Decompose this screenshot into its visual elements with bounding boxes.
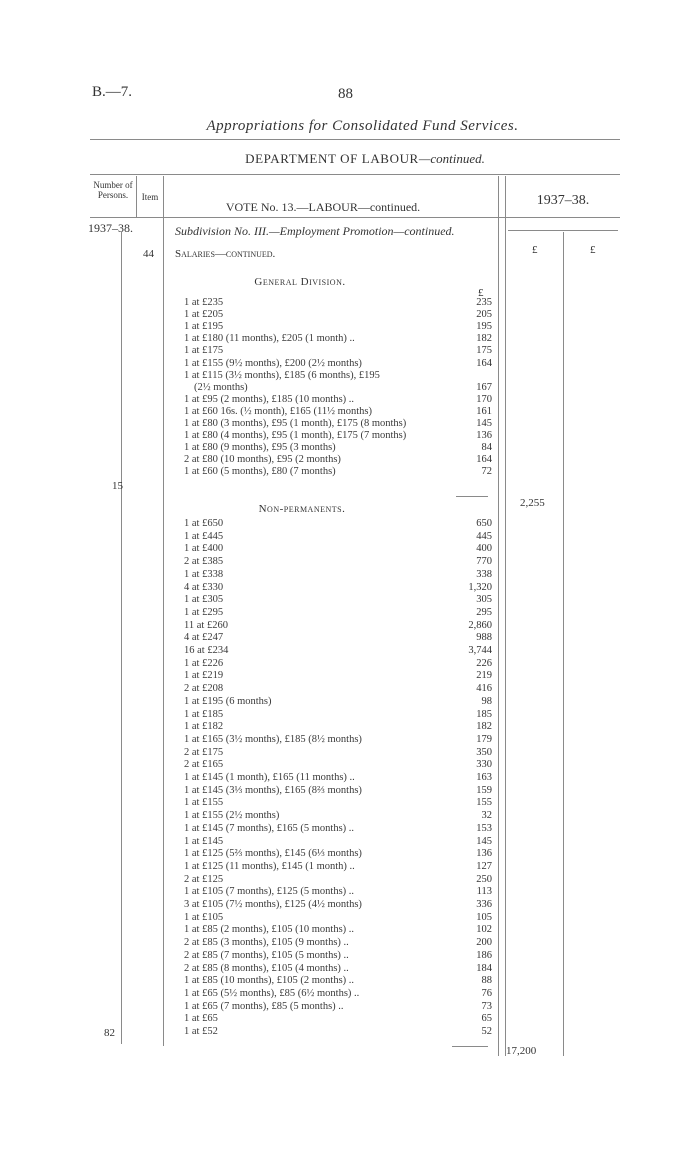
row-label: 4 at £247 (184, 632, 224, 644)
row-label: 1 at £95 (2 months), £185 (10 months) .. (184, 393, 355, 405)
row-amount: 235 (476, 297, 492, 308)
row-amount: 185 (476, 708, 492, 720)
row-amount: 1,320 (468, 581, 492, 593)
table-row (0, 747, 700, 759)
row-amount: 205 (476, 309, 492, 321)
general-subtotal-rule (456, 496, 488, 497)
row-amount: 72 (481, 466, 492, 478)
item-number: 44 (143, 248, 154, 260)
row-amount: 159 (476, 784, 492, 796)
row-amount: 650 (476, 518, 492, 529)
row-label: 1 at £650 (184, 518, 224, 529)
row-label: 1 at £180 (11 months), £205 (1 month) .. (184, 333, 355, 345)
row-label: 1 at £145 (184, 835, 224, 847)
year-column-rule (508, 230, 618, 231)
row-amount: 175 (476, 345, 492, 357)
table-row (0, 696, 700, 708)
table-row (0, 937, 700, 949)
table-row (0, 454, 700, 466)
general-division-total: 2,255 (520, 497, 545, 509)
row-amount: 164 (476, 357, 492, 369)
column-number-of-persons: Number of Persons. (93, 180, 133, 200)
row-label: 1 at £80 (9 months), £95 (3 months) (184, 442, 336, 454)
row-amount: 305 (476, 594, 492, 606)
title-rule (90, 139, 620, 140)
row-amount: 3,744 (468, 645, 492, 656)
table-row (0, 670, 700, 682)
row-label: 1 at £145 (7 months), £165 (5 months) .. (184, 822, 355, 834)
header-bottom-rule (90, 217, 620, 218)
table-row (0, 759, 700, 771)
row-amount: 338 (476, 568, 492, 580)
row-label: 1 at £145 (1 month), £165 (11 months) .. (184, 772, 355, 783)
table-row (0, 543, 700, 555)
row-amount: 73 (481, 1000, 492, 1012)
row-label: 1 at £195 (6 months) (184, 695, 272, 707)
row-amount: 52 (481, 1026, 492, 1037)
row-amount: 184 (476, 962, 492, 974)
salaries-heading: Salaries—continued. (175, 248, 276, 260)
row-label: 1 at £445 (184, 530, 224, 542)
table-row (0, 899, 700, 911)
table-row (0, 683, 700, 695)
row-label: 2 at £80 (10 months), £95 (2 months) (184, 454, 341, 466)
non-permanents-subtotal-rule (452, 1046, 488, 1047)
row-amount: 153 (476, 822, 492, 834)
table-row (0, 569, 700, 581)
row-label: 1 at £65 (7 months), £85 (5 months) .. (184, 1000, 344, 1012)
table-row (0, 442, 700, 454)
row-amount: 145 (476, 418, 492, 429)
row-label: 4 at £330 (184, 581, 224, 593)
pound-sign-a: £ (532, 244, 538, 256)
row-amount: 186 (476, 949, 492, 961)
table-row (0, 924, 700, 936)
header-top-rule (90, 174, 620, 175)
row-label: 1 at £182 (184, 721, 224, 733)
row-label: 1 at £185 (184, 708, 224, 720)
department-name: DEPARTMENT OF LABOUR (245, 151, 419, 166)
row-label: 16 at £234 (184, 645, 229, 656)
table-row (0, 531, 700, 543)
row-label: 1 at £60 (5 months), £80 (7 months) (184, 466, 336, 478)
row-amount: 445 (476, 530, 492, 542)
row-label: 1 at £105 (7 months), £125 (5 months) .. (184, 886, 355, 898)
page-number: 88 (338, 86, 353, 102)
row-amount: 167 (476, 381, 492, 393)
table-row (0, 632, 700, 644)
table-row (0, 950, 700, 962)
row-amount: 163 (476, 772, 492, 783)
row-amount: 988 (476, 632, 492, 644)
row-amount: 113 (476, 886, 492, 898)
amount-pound-sign: £ (478, 287, 484, 299)
row-label: 2 at £85 (8 months), £105 (4 months) .. (184, 962, 349, 974)
row-amount: 65 (481, 1013, 492, 1025)
row-amount: 164 (476, 454, 492, 466)
table-row (0, 810, 700, 822)
row-amount: 170 (476, 393, 492, 405)
table-row (0, 836, 700, 848)
table-row (0, 394, 700, 406)
row-label: 2 at £165 (184, 759, 224, 771)
row-label: 2 at £385 (184, 556, 224, 568)
table-row (0, 772, 700, 784)
row-amount: 161 (476, 405, 492, 417)
vote-title: VOTE No. 13.—LABOUR—continued. (225, 200, 421, 214)
table-row (0, 321, 700, 333)
row-label: 1 at £65 (184, 1013, 218, 1025)
row-label: 2 at £175 (184, 746, 224, 758)
general-division-heading: General Division. (254, 276, 346, 288)
table-row (0, 975, 700, 987)
row-amount: 136 (476, 430, 492, 442)
row-amount: 2,860 (468, 619, 492, 631)
department-continued: —continued. (418, 151, 485, 166)
table-row (0, 430, 700, 442)
table-row (0, 333, 700, 345)
row-label: 1 at £219 (184, 670, 224, 682)
table-row (0, 358, 700, 370)
table-row (0, 963, 700, 975)
table-row (0, 582, 700, 594)
table-row (0, 556, 700, 568)
row-label: 1 at £400 (184, 543, 224, 555)
row-label: 1 at £155 (2½ months) (184, 810, 280, 822)
table-row (0, 297, 700, 309)
table-row (0, 709, 700, 721)
table-row (0, 734, 700, 746)
row-label: 1 at £295 (184, 606, 224, 618)
row-label: 1 at £165 (3½ months), £185 (8½ months) (184, 733, 362, 745)
row-label: 1 at £105 (184, 911, 224, 923)
row-label: 11 at £260 (184, 619, 228, 631)
row-amount: 336 (476, 899, 492, 910)
column-year: 1937–38. (536, 193, 590, 208)
non-permanents-total: 17,200 (506, 1045, 537, 1057)
table-row (0, 382, 700, 394)
table-row (0, 988, 700, 1000)
row-amount: 219 (476, 670, 492, 682)
row-label: 2 at £125 (184, 873, 224, 885)
row-label: 3 at £105 (7½ months), £125 (4½ months) (184, 899, 362, 910)
row-label: 1 at £80 (3 months), £95 (1 month), £175 (8 months) (184, 418, 407, 429)
row-amount: 127 (476, 860, 492, 872)
table-row (0, 594, 700, 606)
general-persons-count: 15 (112, 480, 123, 492)
row-amount: 200 (476, 937, 492, 949)
table-row (0, 823, 700, 835)
row-amount: 770 (476, 556, 492, 568)
subdivision-title: Subdivision No. III.—Employment Promotion—continued. (175, 224, 455, 238)
row-label: 1 at £226 (184, 657, 224, 669)
table-row (0, 785, 700, 797)
row-amount: 102 (476, 924, 492, 936)
table-row (0, 418, 700, 430)
row-amount: 182 (476, 333, 492, 345)
row-label: 2 at £85 (7 months), £105 (5 months) .. (184, 949, 349, 961)
row-amount: 295 (476, 606, 492, 618)
table-row (0, 518, 700, 530)
row-amount: 155 (476, 797, 492, 809)
row-amount: 88 (481, 975, 492, 987)
row-amount: 350 (476, 746, 492, 758)
page-title: Appropriations for Consolidated Fund Services. (206, 118, 519, 134)
table-row (0, 886, 700, 898)
pound-sign-b: £ (590, 244, 596, 256)
table-row (0, 607, 700, 619)
table-row (0, 620, 700, 632)
row-label: 1 at £125 (5⅔ months), £145 (6⅓ months) (184, 848, 362, 860)
table-row (0, 406, 700, 418)
table-row (0, 309, 700, 321)
table-row (0, 345, 700, 357)
row-amount: 226 (476, 657, 492, 669)
row-label: 1 at £305 (184, 594, 224, 606)
row-label: 1 at £155 (9½ months), £200 (2½ months) (184, 357, 362, 369)
non-permanents-persons-count: 82 (104, 1027, 115, 1039)
row-label: 1 at £205 (184, 309, 224, 321)
row-amount: 182 (476, 721, 492, 733)
row-label: 1 at £175 (184, 345, 224, 357)
row-amount: 105 (476, 911, 492, 923)
row-label: 1 at £85 (2 months), £105 (10 months) .. (184, 924, 355, 936)
row-amount: 98 (481, 695, 492, 707)
row-label: 1 at £115 (3½ months), £185 (6 months), £195 (184, 369, 380, 381)
row-amount: 195 (476, 321, 492, 333)
table-row (0, 861, 700, 873)
table-row (0, 645, 700, 657)
row-amount: 145 (476, 835, 492, 847)
table-row (0, 912, 700, 924)
table-row (0, 797, 700, 809)
table-row (0, 874, 700, 886)
row-amount: 84 (481, 442, 492, 454)
row-label: 1 at £125 (11 months), £145 (1 month) .. (184, 860, 355, 872)
department-heading (0, 151, 700, 167)
table-row (0, 466, 700, 478)
row-label: 1 at £85 (10 months), £105 (2 months) .. (184, 975, 355, 987)
row-amount: 400 (476, 543, 492, 555)
row-label: 1 at £65 (5½ months), £85 (6½ months) .. (184, 987, 360, 999)
row-label: 1 at £52 (184, 1026, 218, 1037)
row-label: 1 at £60 16s. (½ month), £165 (11½ months) (184, 405, 373, 417)
row-label: 1 at £338 (184, 568, 224, 580)
non-permanents-heading: Non-permanents. (258, 503, 346, 515)
row-label: 1 at £195 (184, 321, 224, 333)
row-label: 1 at £155 (184, 797, 224, 809)
row-label: 1 at £235 (184, 297, 224, 308)
row-amount: 179 (476, 733, 492, 745)
persons-year: 1937–38. (88, 221, 133, 235)
table-row (0, 848, 700, 860)
row-amount: 76 (481, 987, 492, 999)
column-rule-persons-head (136, 176, 137, 218)
table-row (0, 721, 700, 733)
row-amount: 250 (476, 873, 492, 885)
table-row (0, 1001, 700, 1013)
row-label: 1 at £145 (3⅓ months), £165 (8⅔ months) (184, 784, 362, 796)
row-amount: 136 (476, 848, 492, 860)
column-item: Item (141, 192, 159, 202)
row-label: 2 at £85 (3 months), £105 (9 months) .. (184, 937, 349, 949)
page-reference: B.—7. (92, 84, 133, 100)
row-label: 2 at £208 (184, 683, 224, 695)
table-row (0, 370, 700, 382)
table-row (0, 1013, 700, 1025)
row-label: 1 at £80 (4 months), £95 (1 month), £175 (7 months) (184, 430, 407, 442)
row-amount: 330 (476, 759, 492, 771)
row-amount: 416 (476, 683, 492, 695)
table-row (0, 658, 700, 670)
row-label: (2½ months) (194, 381, 248, 393)
row-amount: 32 (481, 810, 492, 822)
